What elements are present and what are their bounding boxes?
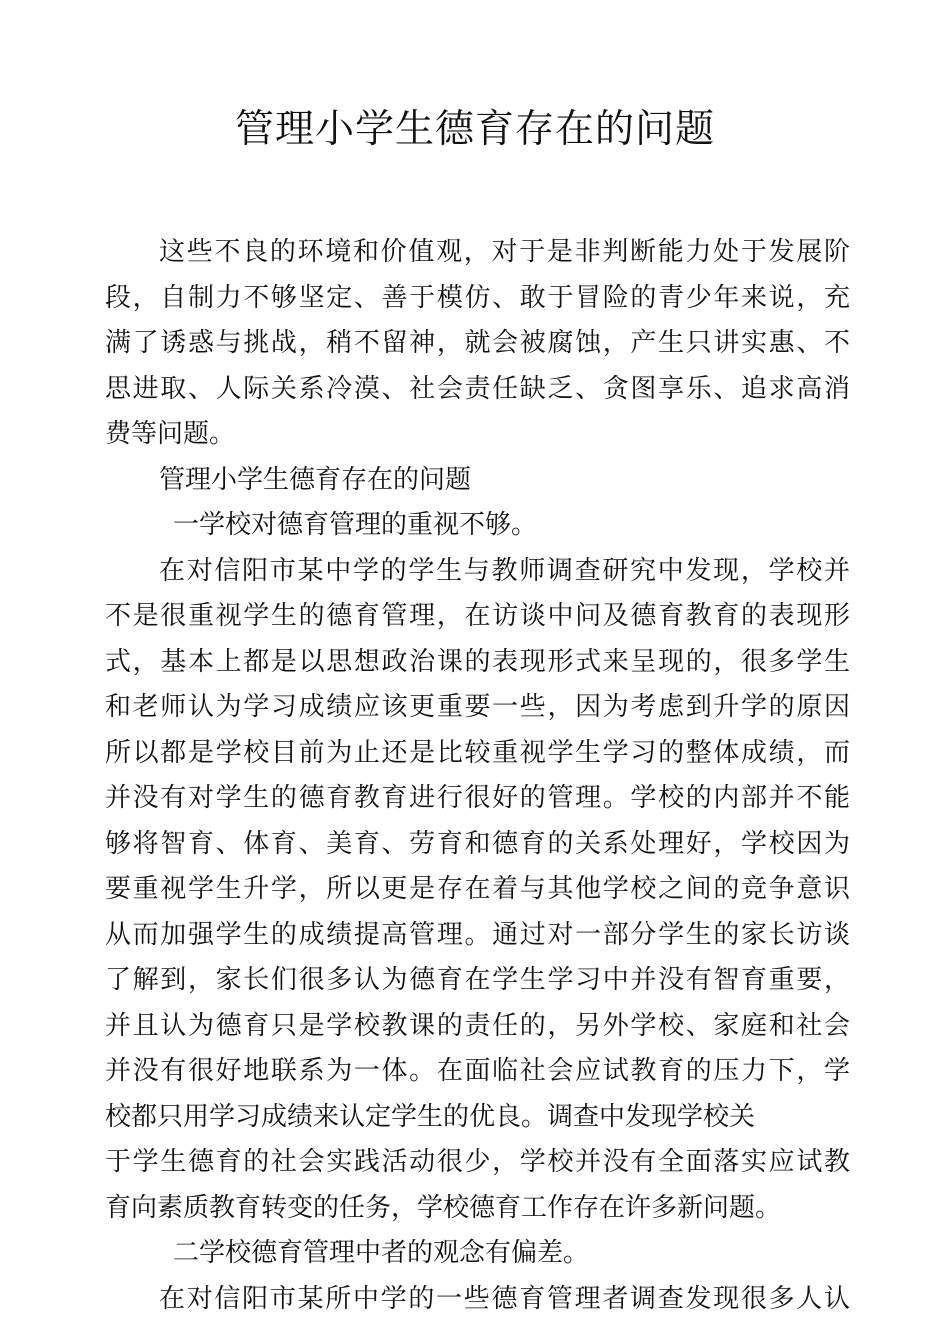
- subsection-heading: 一学校对德育管理的重视不够。: [173, 510, 538, 540]
- paragraph-line: 和老师认为学习成绩应该更重要一些，因为考虑到升学的原因: [105, 692, 850, 722]
- paragraph-line: 在对信阳市某所中学的一些德育管理者调查发现很多人认: [159, 1283, 850, 1314]
- paragraph-line: 式，基本上都是以思想政治课的表现形式来呈现的，很多学生: [105, 646, 850, 677]
- paragraph-line: 校都只用学习成绩来认定学生的优良。调查中发现学校关: [105, 1101, 756, 1132]
- paragraph-line: 思进取、人际关系冷漠、社会责任缺乏、贪图享乐、追求高消: [105, 373, 850, 404]
- paragraph-line: 这些不良的环境和价值观，对于是非判断能力处于发展阶: [159, 237, 850, 267]
- paragraph-line: 并没有很好地联系为一体。在面临社会应试教育的压力下，学: [105, 1056, 850, 1086]
- section-heading: 管理小学生德育存在的问题: [159, 464, 472, 495]
- paragraph-line: 够将智育、体育、美育、劳育和德育的关系处理好，学校因为: [105, 828, 850, 859]
- paragraph-line: 于学生德育的社会实践活动很少，学校并没有全面落实应试教: [105, 1147, 850, 1177]
- paragraph-line: 不是很重视学生的德育管理，在访谈中问及德育教育的表现形: [105, 601, 850, 631]
- paragraph-line: 并且认为德育只是学校教课的责任的，另外学校、家庭和社会: [105, 1010, 850, 1041]
- paragraph-line: 所以都是学校目前为止还是比较重视学生学习的整体成绩，而: [105, 737, 850, 768]
- document-body: [105, 230, 850, 1322]
- paragraph-line: 了解到，家长们很多认为德育在学生学习中并没有智育重要，: [105, 965, 850, 995]
- paragraph-line: 满了诱惑与挑战，稍不留神，就会被腐蚀，产生只讲实惠、不: [105, 328, 850, 358]
- paragraph-line: 要重视学生升学，所以更是存在着与其他学校之间的竞争意识: [105, 874, 850, 904]
- paragraph-line: 并没有对学生的德育教育进行很好的管理。学校的内部并不能: [105, 783, 850, 813]
- subsection-heading: 二学校德育管理中者的观念有偏差。: [173, 1238, 590, 1268]
- paragraph-line: 费等问题。: [105, 419, 236, 449]
- paragraph-line: 段，自制力不够坚定、善于模仿、敢于冒险的青少年来说，充: [105, 282, 850, 313]
- paragraph-line: 从而加强学生的成绩提高管理。通过对一部分学生的家长访谈: [105, 919, 850, 950]
- paragraph-line: 在对信阳市某中学的学生与教师调查研究中发现，学校并: [159, 555, 850, 586]
- document-title: 管理小学生德育存在的问题: [234, 107, 715, 152]
- paragraph-line: 育向素质教育转变的任务，学校德育工作存在许多新问题。: [105, 1192, 782, 1223]
